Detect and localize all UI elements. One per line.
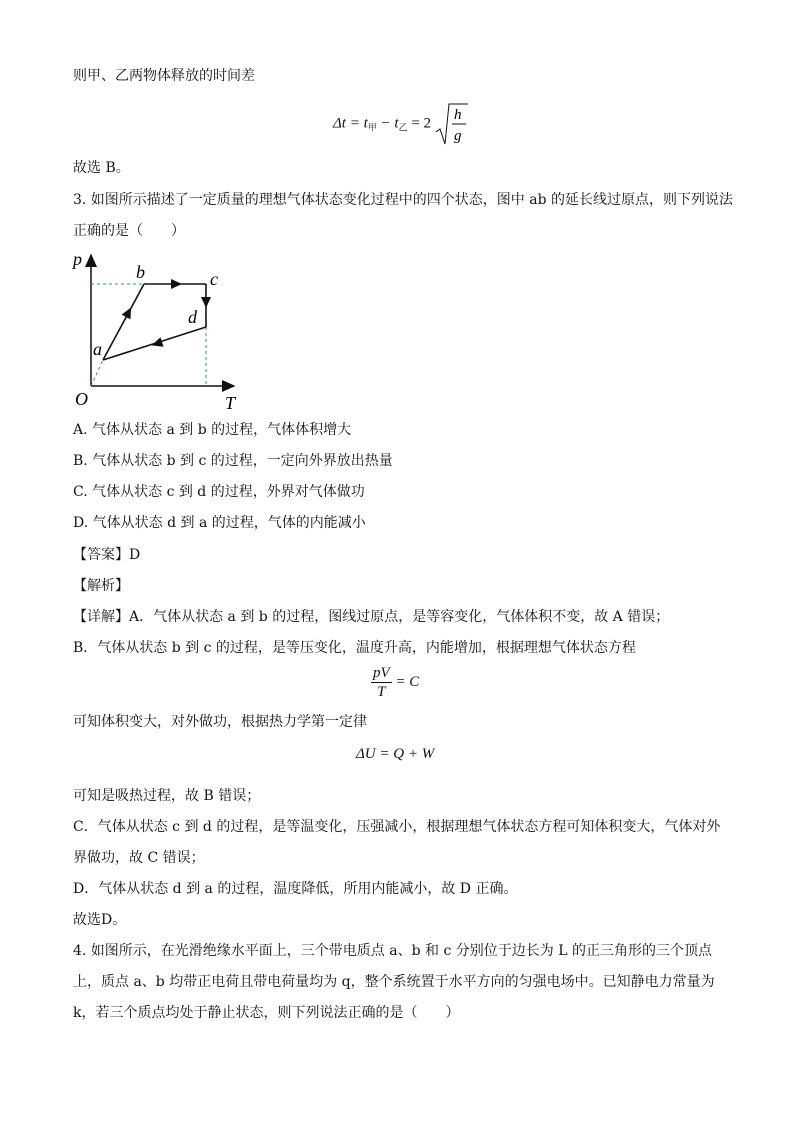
formula-dt-eq: = 2 bbox=[407, 115, 432, 132]
sqrt-den: g bbox=[453, 128, 462, 144]
label-d: d bbox=[188, 307, 197, 327]
formula-first-law: ΔU = Q + W bbox=[356, 746, 435, 762]
pt-diagram bbox=[68, 245, 248, 415]
detail-c-1: C．气体从状态 c 到 d 的过程，是等温变化，压强减小，根据理想气体状态方程可知体积变大，气体对外 bbox=[73, 819, 721, 835]
known-line-2: 可知是吸热过程，故 B 错误； bbox=[73, 788, 261, 804]
detail-b: B．气体从状态 b 到 c 的过程，是等压变化，温度升高，内能增加，根据理想气体状态方程 bbox=[73, 640, 636, 656]
q4-stem-3: k，若三个质点均处于静止状态，则下列说法正确的是（ ） bbox=[73, 1005, 460, 1021]
formula-time-diff bbox=[333, 102, 469, 146]
label-c: c bbox=[210, 269, 218, 289]
formula-dt-sub2: 乙 bbox=[398, 122, 408, 133]
gas-rhs: = C bbox=[395, 673, 420, 690]
sqrt-sign bbox=[435, 102, 469, 146]
arrow-cd bbox=[201, 297, 211, 308]
option-b: B. 气体从状态 b 到 c 的过程，一定向外界放出热量 bbox=[73, 453, 393, 469]
detail-c-2: 界做功，故 C 错误； bbox=[73, 850, 205, 866]
line-time-diff: 则甲、乙两物体释放的时间差 bbox=[73, 68, 255, 84]
formula-dt-sub1: 甲 bbox=[367, 122, 377, 133]
option-c: C. 气体从状态 c 到 d 的过程，外界对气体做功 bbox=[73, 484, 365, 500]
gas-num: pV bbox=[373, 665, 390, 681]
known-line-1: 可知体积变大，对外做功，根据热力学第一定律 bbox=[73, 714, 367, 730]
option-d: D. 气体从状态 d 到 a 的过程，气体的内能减小 bbox=[73, 515, 366, 531]
label-t: T bbox=[225, 393, 236, 413]
label-p: p bbox=[73, 249, 82, 269]
option-a: A. 气体从状态 a 到 b 的过程，气体体积增大 bbox=[73, 422, 352, 438]
arrow-ab bbox=[122, 305, 136, 319]
q3-stem-2: 正确的是（ ） bbox=[73, 223, 185, 239]
label-b: b bbox=[136, 262, 145, 282]
formula-gas-law bbox=[371, 664, 419, 701]
detail-d: D．气体从状态 d 到 a 的过程，温度降低，所用内能减小，故 D 正确。 bbox=[73, 881, 518, 897]
line-choose-b: 故选 B。 bbox=[73, 160, 130, 176]
q3-stem-1: 3. 如图所示描述了一定质量的理想气体状态变化过程中的四个状态，图中 ab 的延长线过原点，则下列说法 bbox=[73, 192, 734, 208]
gas-den: T bbox=[377, 684, 386, 700]
sqrt-num: h bbox=[453, 107, 462, 123]
choose-d: 故选D。 bbox=[73, 912, 127, 928]
q4-stem-2: 上，质点 a、b 均带正电荷且带电荷量均为 q，整个系统置于水平方向的匀强电场中。已知静电力常量为 bbox=[73, 974, 715, 990]
label-o: O bbox=[75, 389, 88, 409]
formula-dt-lhs: Δt = t bbox=[333, 115, 368, 132]
gas-fraction bbox=[371, 664, 392, 701]
formula-dt-mid: − t bbox=[376, 115, 399, 132]
answer-line: 【答案】D bbox=[73, 547, 141, 563]
detail-a: 【详解】A．气体从状态 a 到 b 的过程，图线过原点，是等容变化，气体体积不变，故 A 错误； bbox=[73, 609, 670, 625]
guide-origin bbox=[91, 360, 103, 386]
analysis-heading: 【解析】 bbox=[73, 578, 129, 594]
arrow-bc bbox=[171, 279, 182, 289]
q4-stem-1: 4. 如图所示，在光滑绝缘水平面上，三个带电质点 a、b 和 c 分别位于边长为 L 的正三角形的三个顶点 bbox=[73, 943, 712, 959]
label-a: a bbox=[93, 339, 102, 359]
